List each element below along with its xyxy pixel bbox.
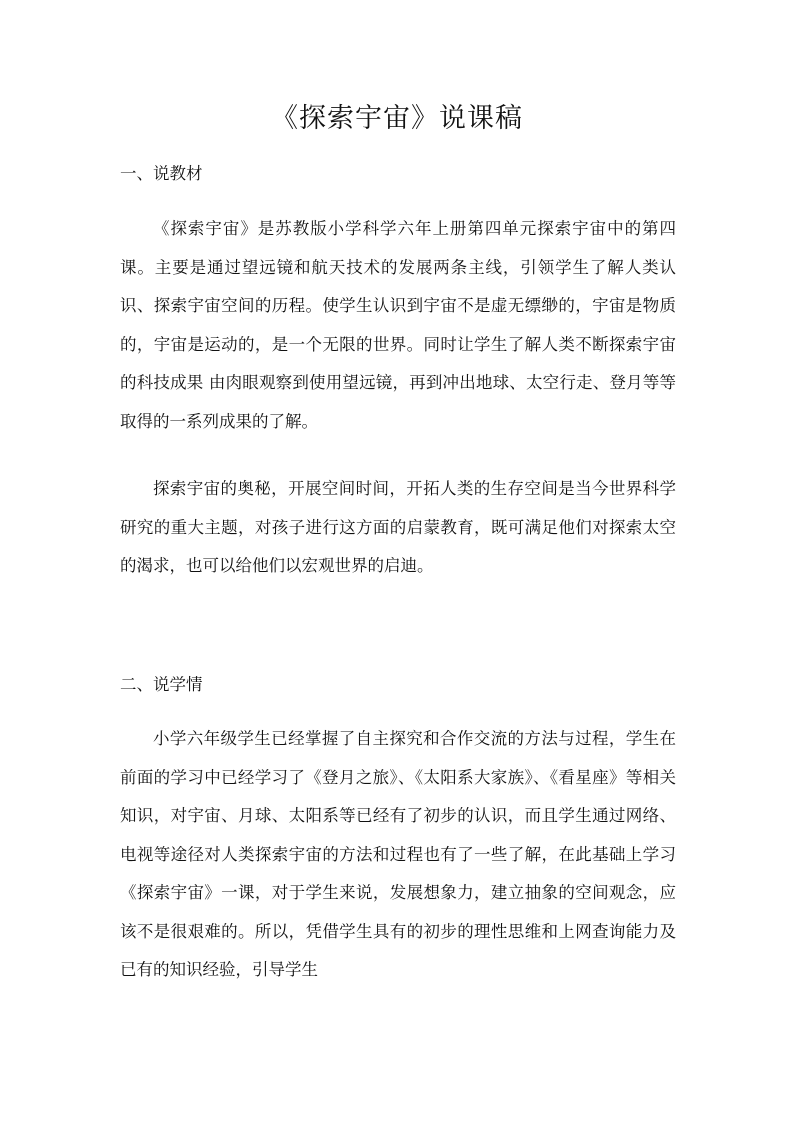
- paragraph-textbook-2: 探索宇宙的奥秘，开展空间时间，开拓人类的生存空间是当今世界科学研究的重大主题，对孩子进行这方面的启蒙教育，既可满足他们对探索太空的渴求，也可以给他们以宏观世界的启迪。: [120, 479, 676, 575]
- document-title: 《探索宇宙》说课稿: [271, 103, 523, 134]
- paragraph-students-1: 小学六年级学生已经掌握了自主探究和合作交流的方法与过程，学生在前面的学习中已经学习了《登月之旅》、《太阳系大家族》、《看星座》等相关知识，对宇宙、月球、太阳系等已经有了初步的认识，而且学生通过网络、电视等途径对人类探索宇宙的方法和过程也有了一些了解，在此基础上学习《探索宇宙》一课，对于学生来说，发展想象力，建立抽象的空间观念，应该不是很艰难的。所以，凭借学生具有的初步的理性思维和上网查询能力及已有的知识经验，引导学生: [120, 729, 676, 979]
- section-heading-textbook: 一、说教材: [120, 164, 203, 183]
- paragraph-textbook-1: 《探索宇宙》是苏教版小学科学六年上册第四单元探索宇宙中的第四课。主要是通过望远镜和航天技术的发展两条主线，引领学生了解人类认识、探索宇宙空间的历程。使学生认识到宇宙不是虚无缥缈的，宇宙是物质的，宇宙是运动的，是一个无限的世界。同时让学生了解人类不断探索宇宙的科技成果 由肉眼观察到使用望远镜，再到冲出地球、太空行走、登月等等取得的一系列成果的了解。: [120, 219, 676, 431]
- section-heading-students: 二、说学情: [120, 675, 203, 694]
